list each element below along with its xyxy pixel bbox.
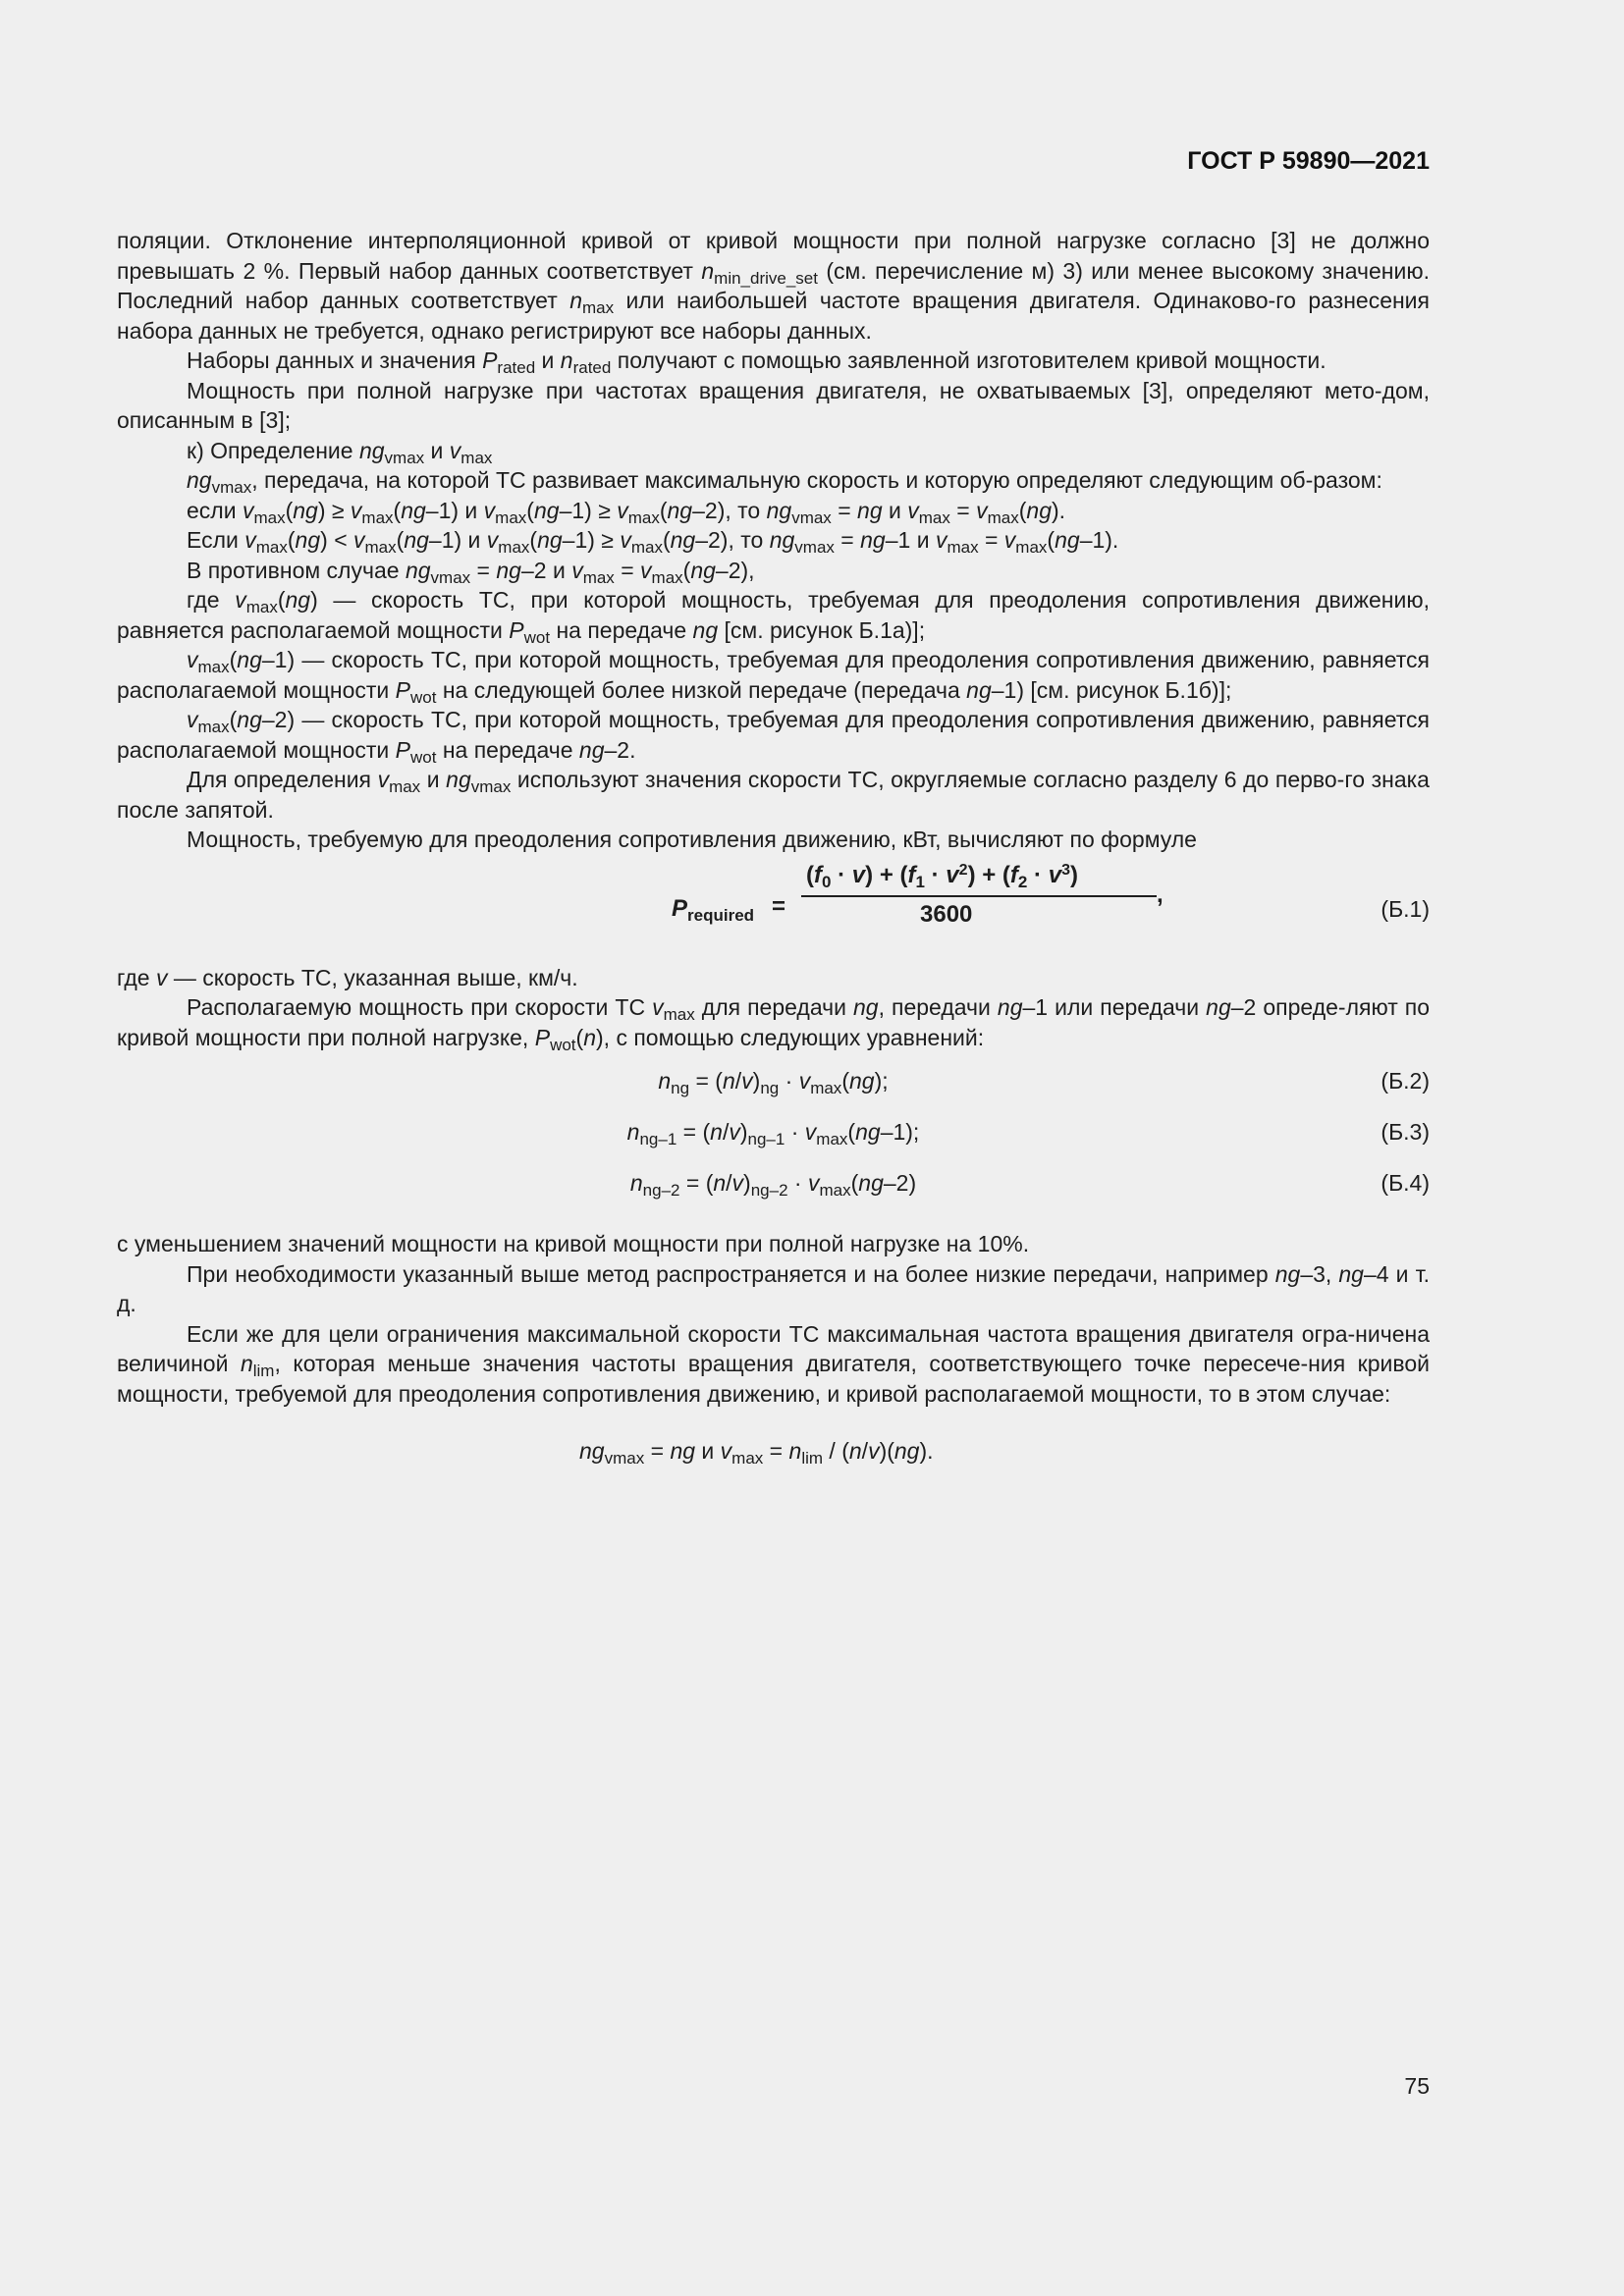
formula-b4: $n_{ng-2} = (n/v)_{ng-2} \cdot v_{max}(ng-2)$ (Б.4) xyxy=(629,1170,1430,1200)
condition-otherwise: В противном случае $ng_{vmax} = ng-2$ и $v_{max} = v_{max}(ng-2)$, xyxy=(187,557,755,587)
equation-number-b3: (Б.3) xyxy=(1380,1119,1430,1145)
page-number: 75 xyxy=(1404,2073,1430,2099)
item-k-heading: к) Определение $ng_{vmax}$ и $v_{max}$ xyxy=(187,437,493,467)
paragraph-ngvmax-definition: $ng_{vmax}$, передача, на которой ТС развивает максимальную скорость и которую определяют следующим об-разом: xyxy=(187,467,1382,497)
definition-vmax-ng-1: $v_{max}(ng-1)$ — скорость ТС, при которой мощность, требуемая для преодоления сопротивления движению, равняется располагаемой мощности $P_{wot}$ на следующей более низкой передаче (передача ng–1) [см. рисунок Б.1б)]; xyxy=(117,647,1430,707)
formula-b3: $n_{ng-1} = (n/v)_{ng-1} \cdot v_{max}(ng-1)$; (Б.3) xyxy=(626,1119,1430,1148)
paragraph-interpolation: поляции. Отклонение интерполяционной кривой от кривой мощности при полной нагрузке согласно [3] не должно превышать 2 %. Первый набор данных соответствует $n_{min\_drive\_set}$ (см. перечисление м) 3) или менее высокому значению. Последний набор данных соответствует $n_{max}$ или наибольшей частоте вращения двигателя. Одинаково-го разнесения набора данных не требуется, однако регистрируют все наборы данных. xyxy=(117,228,1430,344)
paragraph-speed-limit: Если же для цели ограничения максимальной скорости ТС максимальная частота вращения двигателя огра-ничена величиной $n_{lim}$, которая меньше значения частоты вращения двигателя, соответствующего точке пересече-ния кривой мощности, требуемой для преодоления сопротивления движению, и кривой располагаемой мощности, то в этом случае: xyxy=(117,1320,1430,1407)
condition-second: Если $v_{max}(ng) < v_{max}(ng-1)$ и $v_{max}(ng-1) \ge v_{max}(ng-2)$, то $ng_{vmax} = ng-1$ и $v_{max} = v_{max}(ng-1)$. xyxy=(187,527,1119,557)
document-header-code: ГОСТ Р 59890—2021 xyxy=(1187,147,1430,175)
paragraph-rounding: Для определения $v_{max}$ и $ng_{vmax}$ используют значения скорости ТС, округляемые согласно разделу 6 до перво-го знака после запятой. xyxy=(117,767,1430,823)
paragraph-lower-gears: При необходимости указанный выше метод распространяется и на более низкие передачи, например ng–3, ng–4 и т. д. xyxy=(117,1260,1430,1316)
equation-number-b1: (Б.1) xyxy=(1380,895,1430,922)
definition-vmax-ng-2: $v_{max}(ng-2)$ — скорость ТС, при которой мощность, требуемая для преодоления сопротивления движению, равняется располагаемой мощности $P_{wot}$ на передаче ng–2. xyxy=(117,707,1430,767)
definition-vmax-ng: где $v_{max}(ng)$ — скорость ТС, при которой мощность, требуемая для преодоления сопротивления движению, равняется располагаемой мощности $P_{wot}$ на передаче ng [см. рисунок Б.1а)]; xyxy=(117,587,1430,647)
paragraph-available-power: Располагаемую мощность при скорости ТС $v_{max}$ для передачи ng, передачи ng–1 или передачи ng–2 опреде-ляют по кривой мощности при полной нагрузке, $P_{wot}(n)$, с помощью следующих уравнений: xyxy=(117,994,1431,1054)
equation-number-b2: (Б.2) xyxy=(1380,1068,1430,1094)
document-body xyxy=(117,226,1430,1467)
formula-b1-numerator: $(f_0 \cdot v) + (f_1 \cdot v^2) + (f_2 \cdot v^3)$ xyxy=(806,861,1078,891)
formula-b1-denominator: 3600 xyxy=(920,900,973,928)
paragraph-formula-intro: Мощность, требуемую для преодоления сопротивления движению, кВт, вычисляют по формуле xyxy=(187,827,1197,852)
paragraph-full-load: Мощность при полной нагрузке при частотах вращения двигателя, не охватываемых [3], определяют мето-дом, описанным в [3]; xyxy=(117,377,1430,433)
equation-number-b4: (Б.4) xyxy=(1380,1170,1430,1196)
paragraph-where-v: где v — скорость ТС, указанная выше, км/ч. xyxy=(117,964,578,990)
formula-b2: $n_{ng} = (n/v)_{ng} \cdot v_{max}(ng)$; (Б.2) xyxy=(658,1068,1430,1097)
formula-nlim: $ng_{vmax}$ = ng и $v_{max} = n_{lim} / (n/v)(ng)$. xyxy=(579,1438,934,1468)
paragraph-reduction: с уменьшением значений мощности на кривой мощности при полной нагрузке на 10%. xyxy=(117,1231,1030,1256)
formula-b1: $P_{required}$ = $(f_0 \cdot v) + (f_1 \cdot v^2) + (f_2 \cdot v^3)$ 3600 , (Б.1) xyxy=(117,855,1430,963)
condition-first: если $v_{max}(ng) \ge v_{max}(ng-1)$ и $v_{max}(ng-1) \ge v_{max}(ng-2)$, то $ng_{vmax}$ = ng и $v_{max} = v_{max}(ng)$. xyxy=(187,497,1066,527)
fraction-bar xyxy=(801,895,1157,897)
formula-b1-lhs: $P_{required}$ xyxy=(672,894,755,925)
paragraph-datasets: Наборы данных и значения $P_{rated}$ и $n_{rated}$ получают с помощью заявленной изготовителем кривой мощности. xyxy=(187,347,1326,377)
